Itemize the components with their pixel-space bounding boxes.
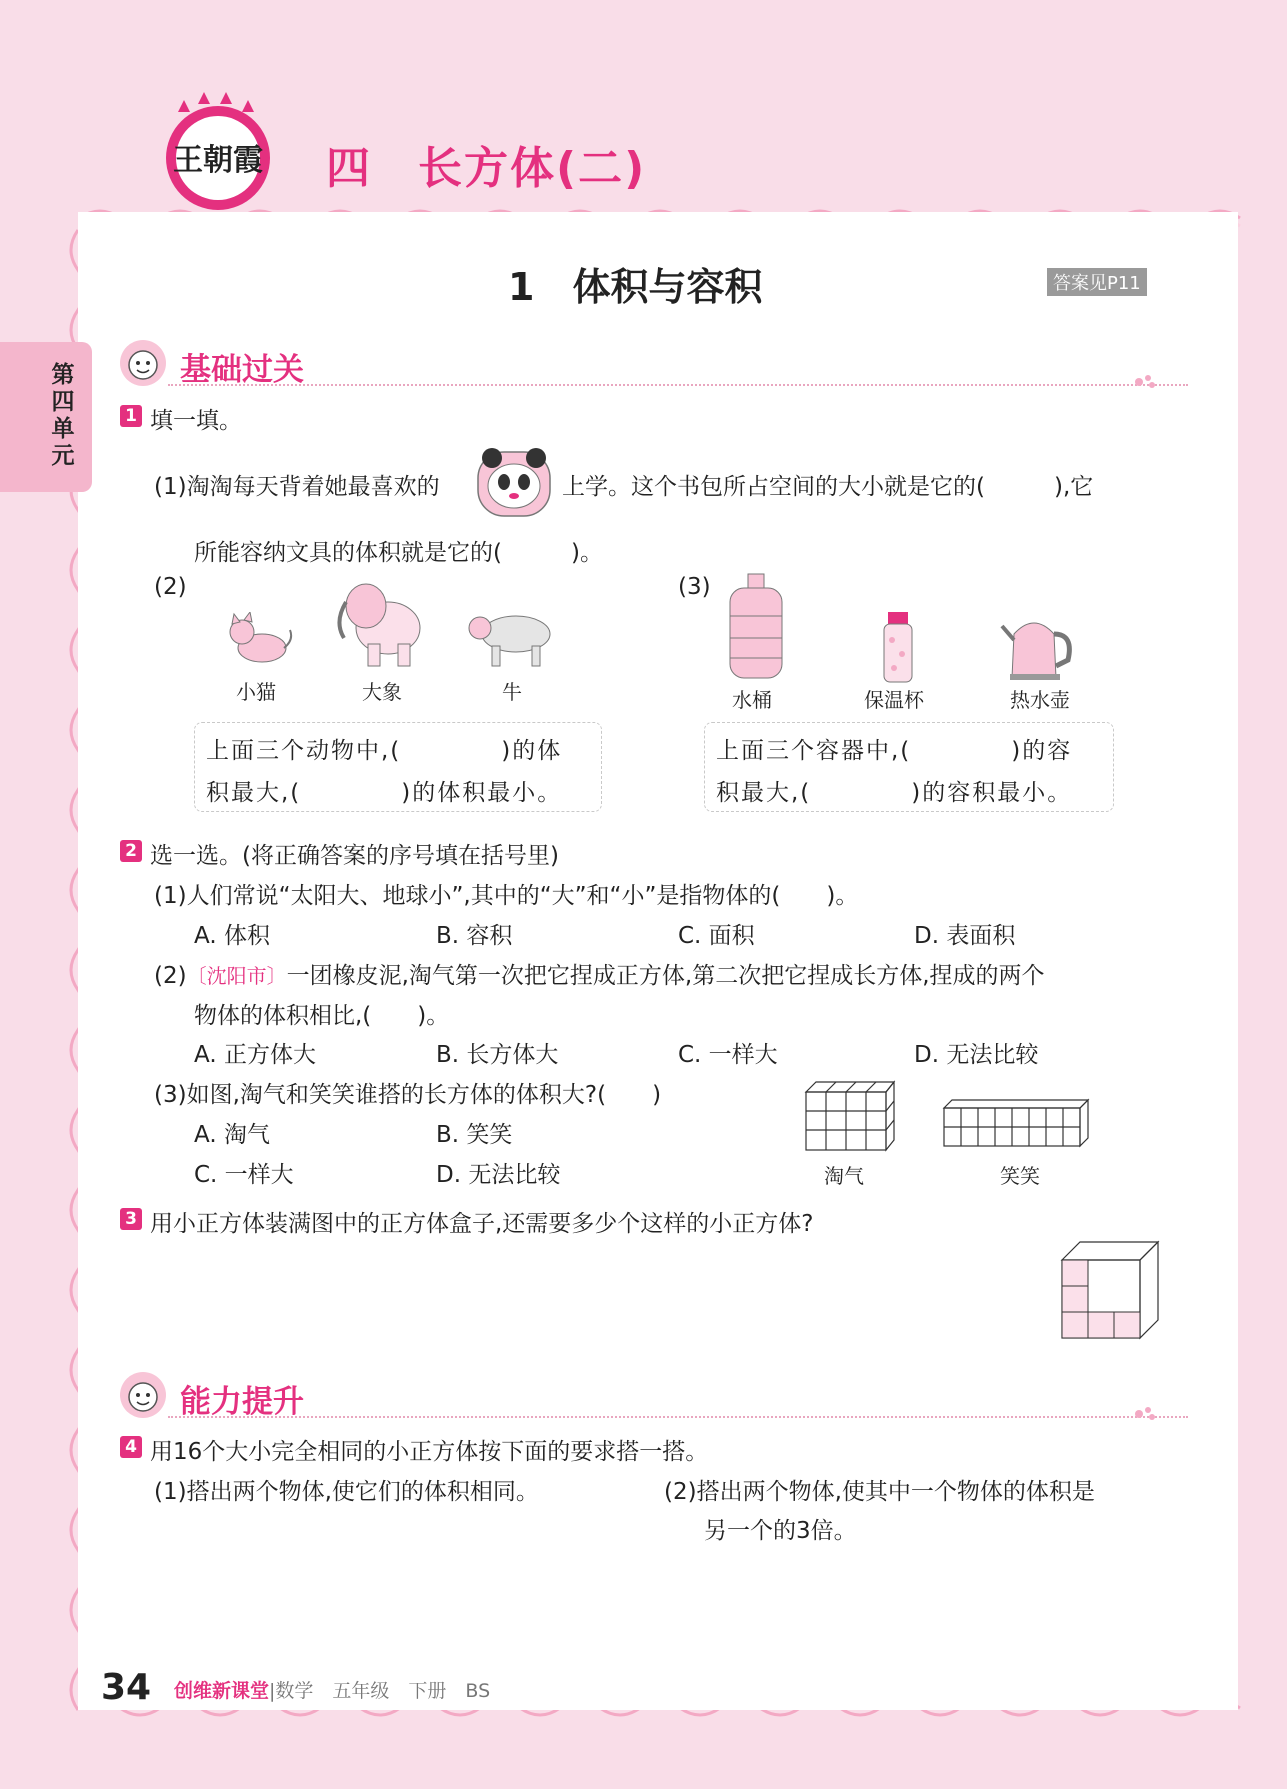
question-number: 1 <box>120 405 142 427</box>
question-number: 3 <box>120 1208 142 1230</box>
section-title-advanced: 能力提升 <box>180 1384 304 1420</box>
cartoon-girl-icon <box>118 338 168 388</box>
q2-sub2 <box>154 957 1045 990</box>
question-number: 2 <box>120 840 142 862</box>
q2-sub2-line1: 一团橡皮泥,淘气第一次把它捏成正方体,第二次把它捏成长方体,捏成的两个 <box>286 963 1045 989</box>
logo <box>158 92 278 212</box>
decor-dots-icon <box>1134 1406 1158 1422</box>
xiaoxiao-cuboid-figure <box>942 1096 1090 1148</box>
q4-sub1: (1)搭出两个物体,使它们的体积相同。 <box>154 1479 539 1505</box>
q2-sub2-line2[interactable]: 物体的体积相比,( )。 <box>194 1003 450 1029</box>
answer-reference-badge: 答案见P11 <box>1047 268 1147 296</box>
option[interactable]: D. 表面积 <box>914 923 1016 949</box>
q1-part3-label: (3) <box>678 574 711 600</box>
q4-sub2-line2: 另一个的3倍。 <box>704 1518 857 1544</box>
option[interactable]: C. 一样大 <box>678 1042 778 1068</box>
container-label: 水桶 <box>732 688 772 712</box>
logo-text: 王朝霞 <box>173 143 263 178</box>
q2-sub1[interactable]: (1)人们常说“太阳大、地球小”,其中的“大”和“小”是指物体的( )。 <box>154 883 859 909</box>
question-text: 用小正方体装满图中的正方体盒子,还需要多少个这样的小正方体? <box>150 1211 814 1237</box>
q1-part2-blank-line1[interactable]: 上面三个动物中,( )的体 <box>206 738 563 764</box>
question-title: 填一填。 <box>150 408 242 434</box>
animal-label: 牛 <box>502 680 522 704</box>
cube-box-figure <box>1060 1240 1160 1340</box>
region-tag: 〔沈阳市〕 <box>186 964 287 988</box>
figure-label: 笑笑 <box>1000 1164 1040 1188</box>
option[interactable]: C. 面积 <box>678 923 755 949</box>
q1-part2-label: (2) <box>154 574 187 600</box>
section-header-basic <box>118 338 1158 388</box>
q1-part2-blank-line2[interactable]: 积最大,( )的体积最小。 <box>206 780 563 806</box>
animal-label: 大象 <box>362 680 402 704</box>
footer-brand: 创维新课堂 <box>174 1680 270 1702</box>
figure-label: 淘气 <box>824 1164 864 1188</box>
option[interactable]: B. 笑笑 <box>436 1122 513 1148</box>
cat-icon <box>224 612 294 666</box>
option[interactable]: D. 无法比较 <box>436 1162 561 1188</box>
cow-icon <box>466 604 556 668</box>
container-label: 保温杯 <box>864 688 924 712</box>
footer-info <box>174 1676 490 1703</box>
unit-title: 四 长方体(二) <box>326 143 647 194</box>
section-header-advanced <box>118 1370 1158 1420</box>
section-divider <box>168 384 1188 386</box>
q2-sub3[interactable]: (3)如图,淘气和笑笑谁搭的长方体的体积大?( ) <box>154 1082 662 1108</box>
taoqi-cuboid-figure <box>804 1080 896 1152</box>
option[interactable]: A. 淘气 <box>194 1122 270 1148</box>
option[interactable]: D. 无法比较 <box>914 1042 1039 1068</box>
question-text: 用16个大小完全相同的小正方体按下面的要求搭一搭。 <box>150 1439 709 1465</box>
q2-sub2-prefix: (2) <box>154 963 187 989</box>
lesson-title: 1 体积与容积 <box>508 265 763 309</box>
water-bucket-icon <box>724 572 788 682</box>
unit-side-tab <box>0 342 92 492</box>
panda-backpack-icon <box>472 444 556 522</box>
decor-dots-icon <box>1134 374 1158 390</box>
container-label: 热水壶 <box>1010 688 1070 712</box>
q1-part3-blank-line2[interactable]: 积最大,( )的容积最小。 <box>716 780 1073 806</box>
option[interactable]: C. 一样大 <box>194 1162 294 1188</box>
unit-side-tab-label: 第四单元 <box>51 362 75 469</box>
electric-kettle-icon <box>1000 604 1080 682</box>
q1-part1-text: (1)淘淘每天背着她最喜欢的 <box>154 474 440 500</box>
section-divider <box>168 1416 1188 1418</box>
thermos-cup-icon <box>878 610 918 684</box>
cartoon-boy-icon <box>118 1370 168 1420</box>
page-number: 34 <box>101 1667 152 1708</box>
option[interactable]: B. 长方体大 <box>436 1042 559 1068</box>
elephant-icon <box>332 572 432 672</box>
q4-sub2-line1: (2)搭出两个物体,使其中一个物体的体积是 <box>664 1479 1095 1505</box>
animal-label: 小猫 <box>236 680 276 704</box>
q1-part1-text-cont: 上学。这个书包所占空间的大小就是它的( ),它 <box>562 474 1094 500</box>
question-number: 4 <box>120 1436 142 1458</box>
option[interactable]: A. 体积 <box>194 923 270 949</box>
option[interactable]: A. 正方体大 <box>194 1042 316 1068</box>
footer-book-info: |数学 五年级 下册 BS <box>269 1680 491 1702</box>
q1-part1-line2: 所能容纳文具的体积就是它的( )。 <box>194 540 603 566</box>
section-title-basic: 基础过关 <box>180 352 304 388</box>
option[interactable]: B. 容积 <box>436 923 513 949</box>
question-title: 选一选。(将正确答案的序号填在括号里) <box>150 843 559 869</box>
q1-part3-blank-line1[interactable]: 上面三个容器中,( )的容 <box>716 738 1073 764</box>
